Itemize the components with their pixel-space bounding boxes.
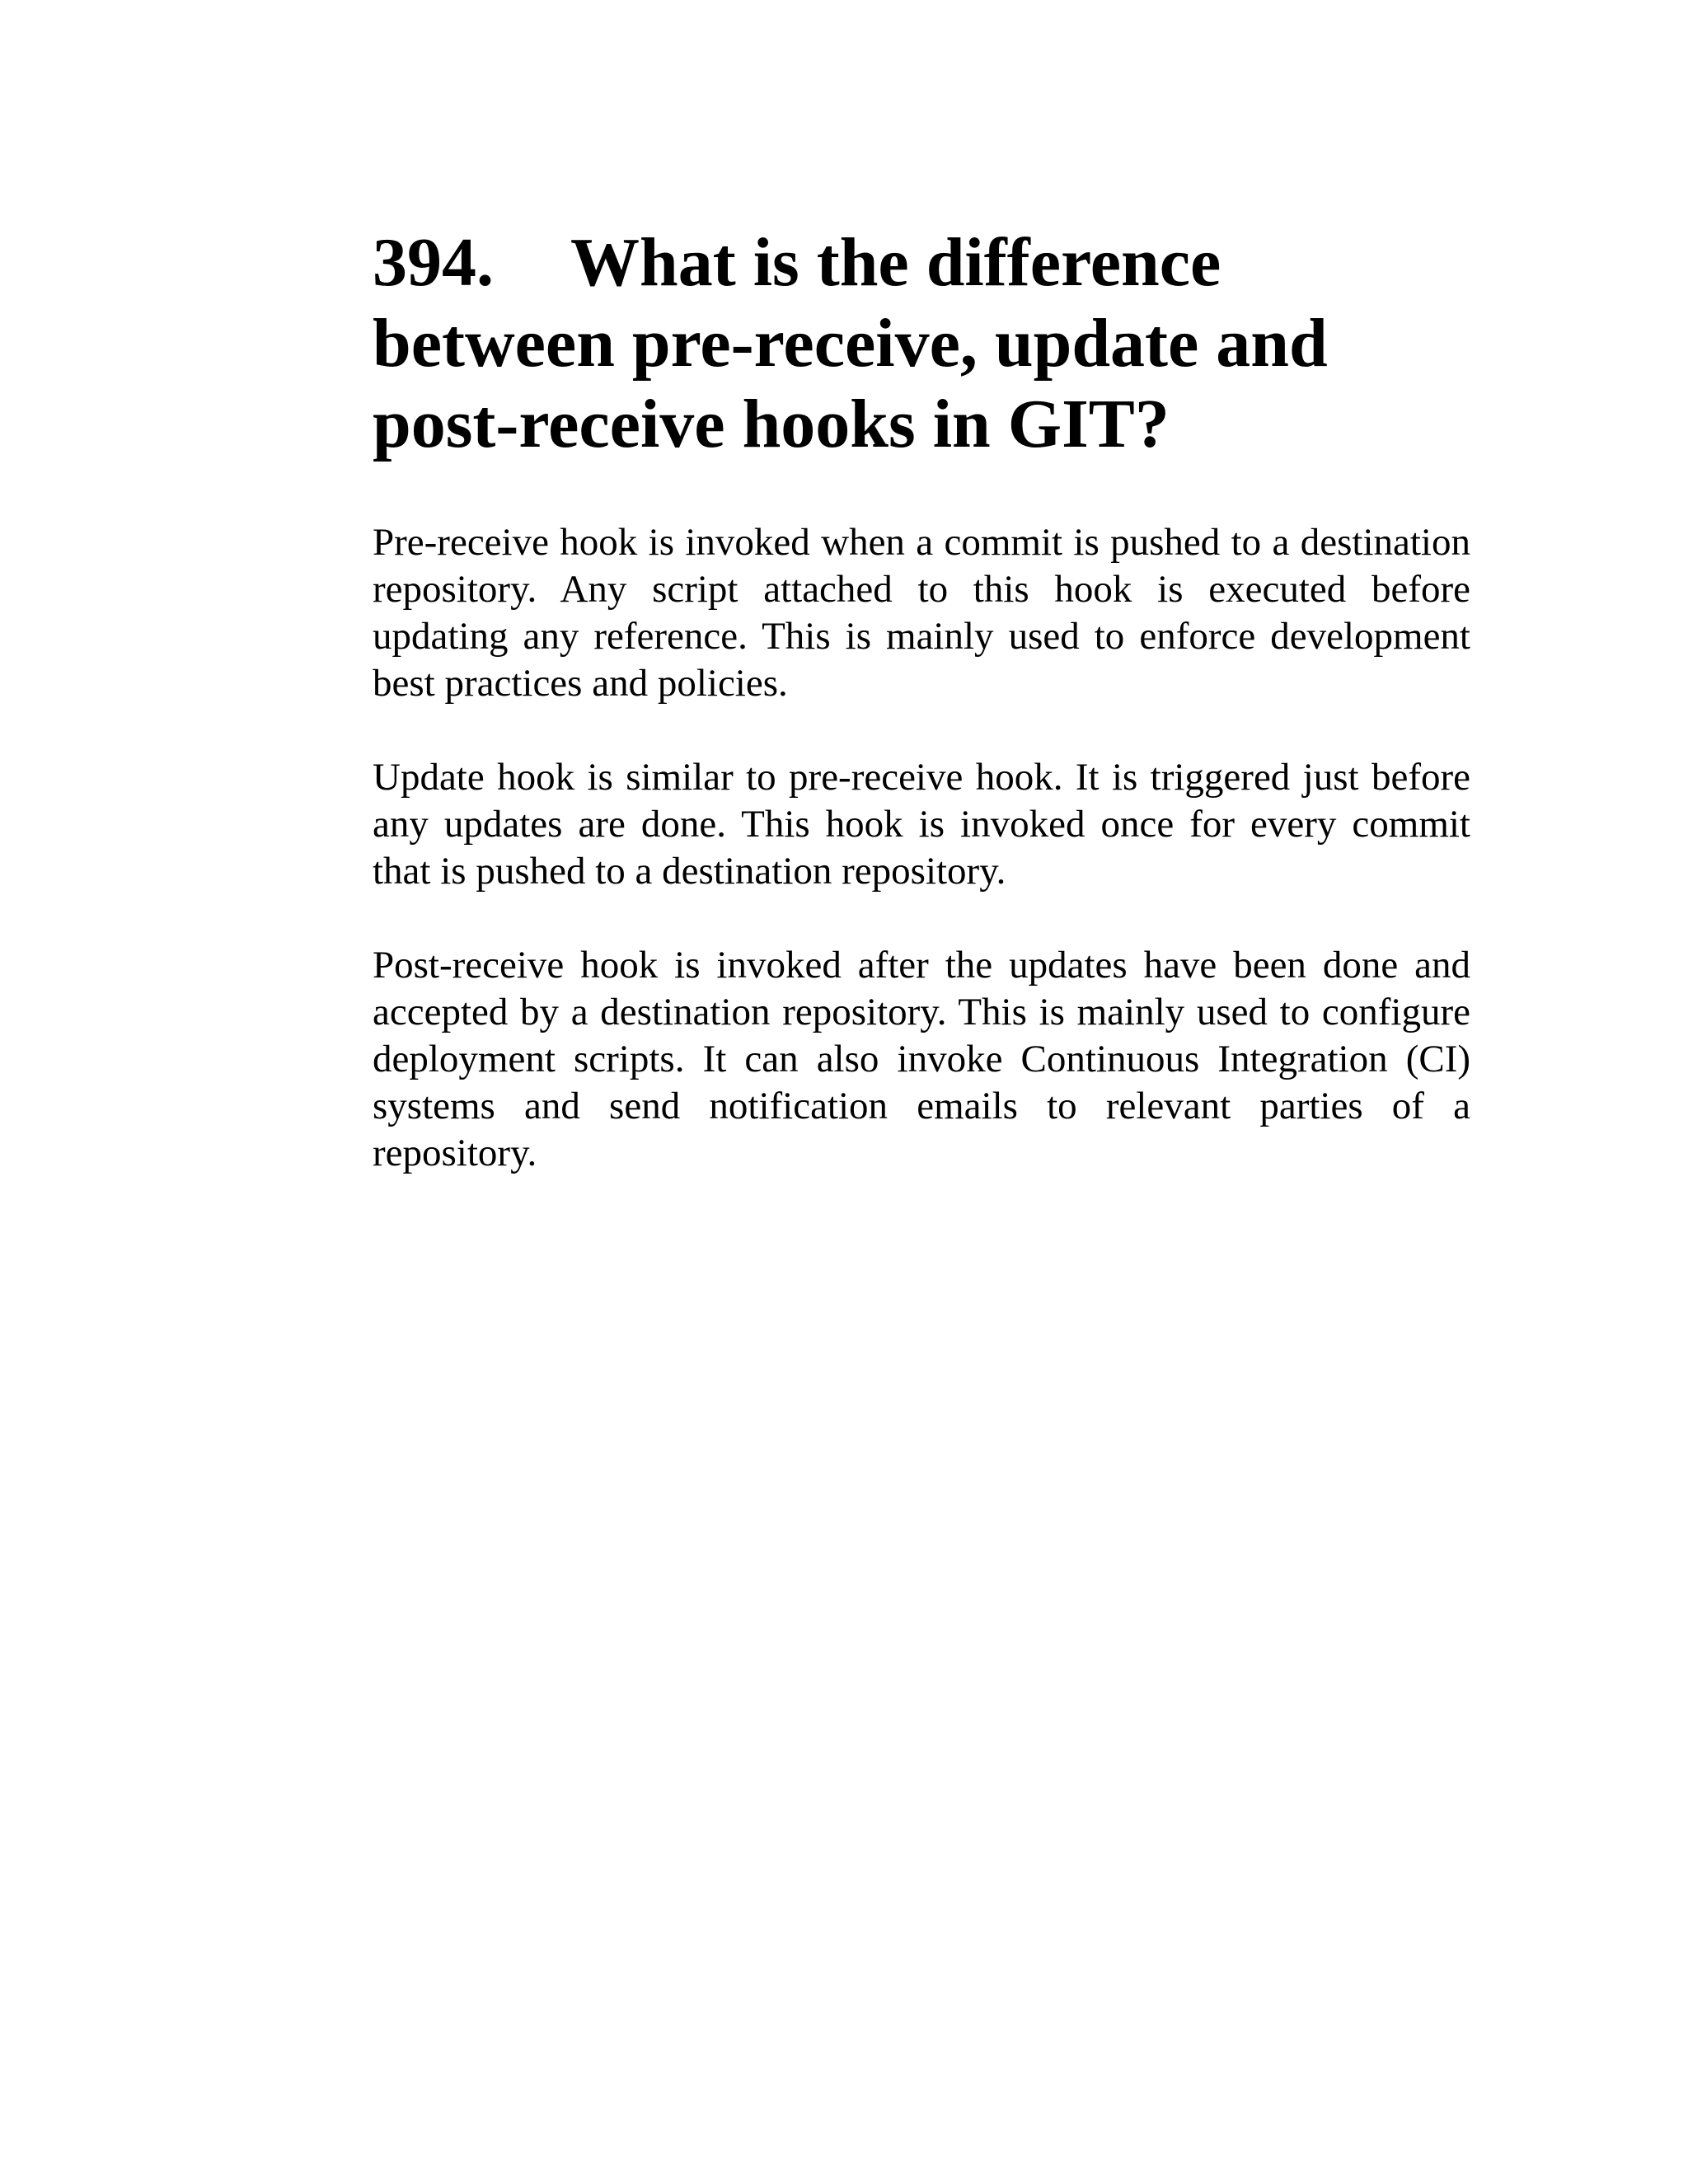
question-title: What is the difference between pre-receive, update and post-receive hooks in GIT? — [373, 224, 1328, 462]
paragraph-post-receive: Post-receive hook is invoked after the updates have been done and accepted by a destination repository. This is mainly used to configure deployment scripts. It can also invoke Continuous Integration (CI) systems and send notification emails to relevant parties of a repository. — [373, 944, 1470, 1174]
document-page — [373, 223, 1470, 1177]
paragraph-pre-receive: Pre-receive hook is invoked when a commit is pushed to a destination repository. Any script attached to this hook is executed before updating any reference. This is mainly used to enforce development best practices and policies. — [373, 521, 1470, 705]
question-heading — [373, 223, 1470, 465]
question-number: 394. — [373, 224, 494, 301]
paragraph-update: Update hook is similar to pre-receive hook. It is triggered just before any updates are done. This hook is invoked once for every commit that is pushed to a destination repository. — [373, 756, 1470, 893]
